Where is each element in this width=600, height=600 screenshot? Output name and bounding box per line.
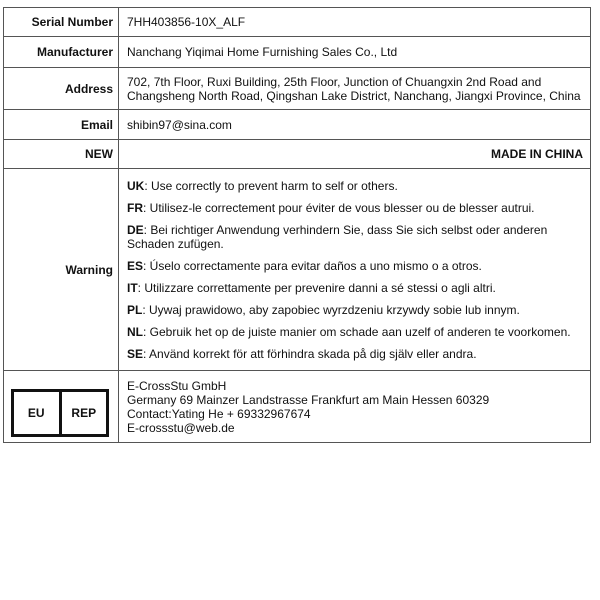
warning-text: : Use correctly to prevent harm to self or others. <box>144 178 398 193</box>
warning-item <box>127 303 583 317</box>
ec-rep-company: E-CrossStu GmbH <box>127 378 227 393</box>
warning-item <box>127 347 583 361</box>
warning-item <box>127 259 583 273</box>
eu-box: EU <box>27 405 45 420</box>
ec-rep-contact: Contact:Yating He + 69332967674 <box>127 406 311 421</box>
warning-lang-code: IT <box>127 280 138 295</box>
ec-rep-details <box>119 371 591 443</box>
warning-lang-code: PL <box>127 302 143 317</box>
email-label: Email <box>4 110 119 140</box>
warning-text: : Uywaj prawidowo, aby zapobiec wyrzdzeniu krzywdy sobie lub innym. <box>142 302 520 317</box>
ec-rep-address: Germany 69 Mainzer Landstrasse Frankfurt am Main Hessen 60329 <box>127 392 490 407</box>
warning-lang-code: DE <box>127 222 144 237</box>
warning-list <box>119 169 591 371</box>
email-value: shibin97@sina.com <box>119 110 591 140</box>
address-value <box>119 68 591 110</box>
address-label: Address <box>4 68 119 110</box>
warning-lang-code: FR <box>127 200 143 215</box>
warning-item <box>127 223 583 251</box>
ec-rep-row <box>4 371 591 443</box>
warning-text: : Utilisez-le correctement pour éviter de vous blesser ou de blesser autrui. <box>143 200 535 215</box>
serial-row <box>4 8 591 37</box>
warning-item <box>127 179 583 193</box>
ec-rep-email: E-crossstu@web.de <box>127 420 235 435</box>
manufacturer-row <box>4 37 591 68</box>
address-row <box>4 68 591 110</box>
warning-lang-code: NL <box>127 324 143 339</box>
warning-lang-code: SE <box>127 346 144 361</box>
product-label-table <box>3 7 591 443</box>
warning-item <box>127 281 583 295</box>
warning-lang-code: UK <box>127 178 145 193</box>
made-in-value: MADE IN CHINA <box>119 140 591 169</box>
email-row <box>4 110 591 140</box>
warning-row <box>4 169 591 371</box>
serial-value: 7HH403856-10X_ALF <box>119 8 591 37</box>
warning-lang-code: ES <box>127 258 144 273</box>
warning-text: : Gebruik het op de juiste manier om schade aan uzelf of anderen te voorkomen. <box>143 324 571 339</box>
address-line-2: Changsheng North Road, Qingshan Lake District, Nanchang, Jiangxi Province, China <box>127 88 581 103</box>
serial-label: Serial Number <box>4 8 119 37</box>
warning-text: : Úselo correctamente para evitar daños a uno mismo o a otros. <box>143 258 482 273</box>
warning-text: : Använd korrekt för att förhindra skada på dig själv eller andra. <box>143 346 477 361</box>
new-row <box>4 140 591 169</box>
manufacturer-label: Manufacturer <box>4 37 119 68</box>
warning-text: : Utilizzare correttamente per prevenire danni a sé stessi o agli altri. <box>137 280 496 295</box>
rep-box: REP <box>59 392 107 434</box>
manufacturer-value: Nanchang Yiqimai Home Furnishing Sales Co., Ltd <box>119 37 591 68</box>
warning-text: : Bei richtiger Anwendung verhindern Sie, dass Sie sich selbst oder anderen Schaden zufügen. <box>127 222 548 251</box>
ec-rep-symbol-cell <box>4 371 119 443</box>
warning-item <box>127 325 583 339</box>
ec-rep-symbol <box>11 389 109 437</box>
warning-item <box>127 201 583 215</box>
new-label: NEW <box>4 140 119 169</box>
address-line-1: 702, 7th Floor, Ruxi Building, 25th Floor, Junction of Chuangxin 2nd Road and <box>127 74 542 89</box>
warning-label: Warning <box>4 169 119 371</box>
